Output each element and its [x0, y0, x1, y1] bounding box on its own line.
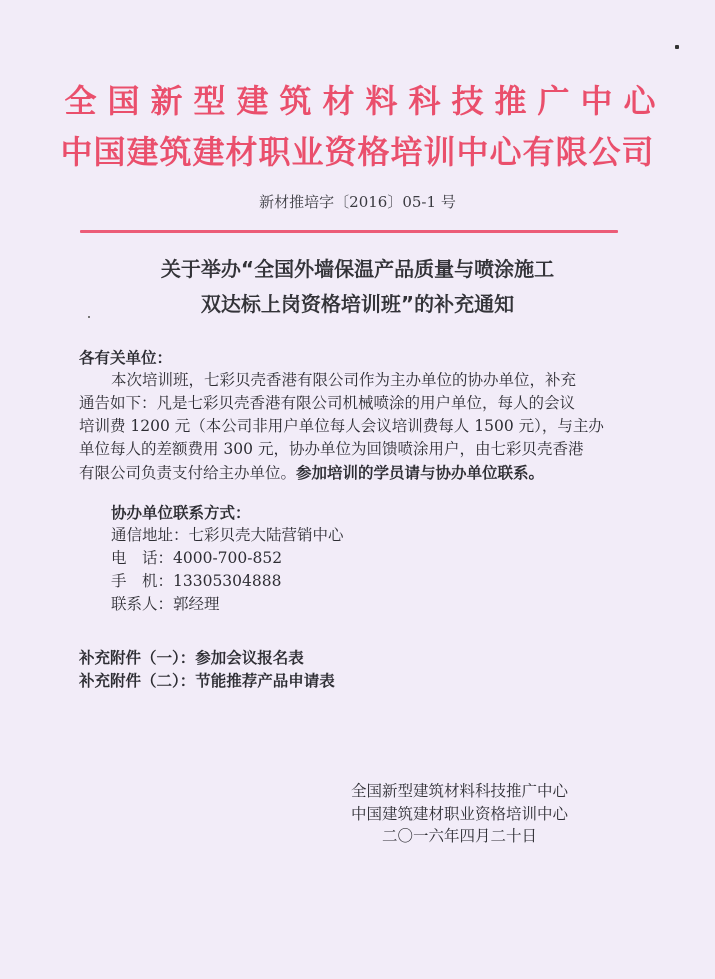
attachment-item: 补充附件（二）：节能推荐产品申请表	[79, 671, 335, 690]
attachment-item: 补充附件（一）：参加会议报名表	[79, 648, 304, 667]
paragraph-line: 培训费 1200 元（本公司非用户单位每人会议培训费每人 1500 元），与主办	[79, 417, 604, 435]
signature-org-1: 全国新型建筑材料科技推广中心	[350, 782, 568, 800]
header-divider	[80, 230, 618, 233]
document-number: 新材推培字〔2016〕05-1 号	[259, 193, 456, 211]
paragraph-line: 单位每人的差额费用 300 元，协办单位为回馈喷涂用户，由七彩贝壳香港	[79, 440, 584, 458]
notice-paragraph	[79, 369, 624, 485]
paragraph-line: 有限公司负责支付给主办单位。	[79, 464, 297, 482]
contact-heading: 协办单位联系方式：	[111, 503, 251, 522]
attachments-list	[79, 646, 335, 692]
notice-title-line-2: 双达标上岗资格培训班”的补充通知	[200, 292, 515, 316]
issuer-org-line-2: 中国建筑建材职业资格培训中心有限公司	[60, 133, 655, 171]
paragraph-line: 本次培训班，七彩贝壳香港有限公司作为主办单位的协办单位，补充	[111, 371, 577, 389]
signature-date: 二〇一六年四月二十日	[381, 827, 537, 845]
paragraph-line: 通告如下：凡是七彩贝壳香港有限公司机械喷涂的用户单位，每人的会议	[79, 394, 576, 412]
scan-speck	[88, 316, 90, 318]
issuer-org-line-1: 全国新型建筑材料科技推广中心	[64, 82, 667, 120]
notice-title-line-1: 关于举办“全国外墙保温产品质量与喷涂施工	[160, 257, 555, 281]
salutation: 各有关单位：	[79, 348, 173, 367]
paragraph-emphasis: 参加培训的学员请与协办单位联系。	[296, 463, 545, 482]
contact-phone: 电 话：4000-700-852	[111, 549, 283, 567]
contact-block	[111, 501, 344, 616]
signature-org-2: 中国建筑建材职业资格培训中心	[350, 804, 568, 823]
signature-block	[337, 780, 582, 848]
scan-speck	[675, 45, 679, 49]
contact-person: 联系人：郭经理	[111, 595, 220, 613]
contact-address: 通信地址：七彩贝壳大陆营销中心	[111, 526, 344, 544]
contact-mobile: 手 机：13305304888	[111, 572, 282, 590]
